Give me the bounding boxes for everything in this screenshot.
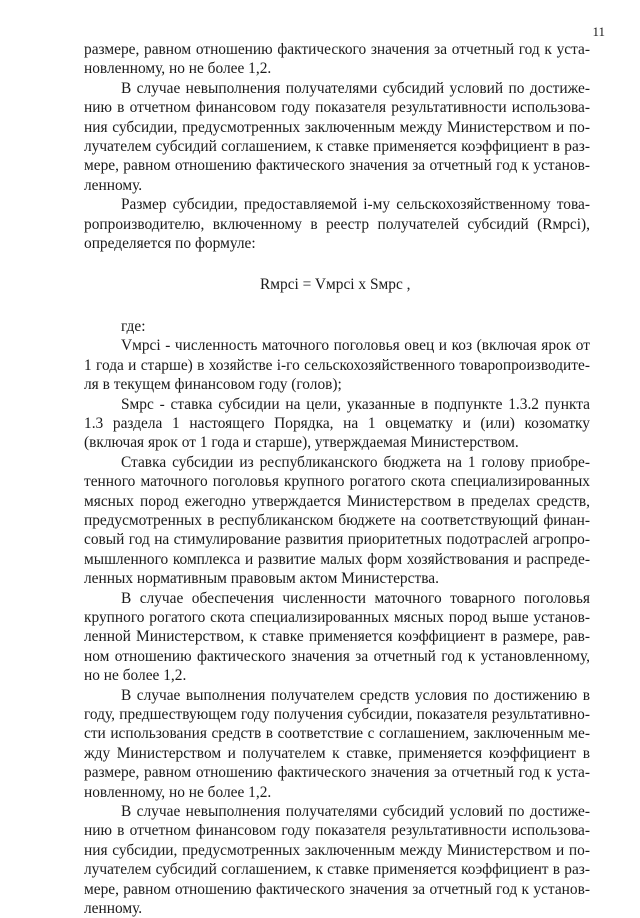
paragraph-nonfulfillment-clause: В случае невыполнения получателями субсидий условий по достижению в отчетном финансовом году показателя результативности использования субсидии, предусмотренных заключенным между Министерством и получателем субсидий соглашением, к ставке применяется коэффициент в размере, равном отношению фактического значения за отчетный год к установленному.: [84, 79, 590, 194]
paragraph-nonfulfillment-coefficient: В случае невыполнения получателями субсидий условий по достижению в отчетном финансовом году показателя результативности использования субсидии, предусмотренных заключенным между Министерством и получателем субсидий соглашением, к ставке применяется коэффициент в размере, равном отношению фактического значения за отчетный год к установленному.: [84, 803, 590, 918]
paragraph-livestock-coefficient: В случае обеспечения численности маточного товарного поголовья крупного рогатого скота специализированных мясных пород выше установленной Министерством, к ставке применяется коэффициент в размере, равном отношению фактического значения за отчетный год к установленному, но не более 1,2.: [84, 589, 590, 685]
page-number: 11: [592, 24, 605, 39]
formula-variable-v: Vмрсi - численность маточного поголовья овец и коз (включая ярок от 1 года и старше) в хозяйстве i-го сельскохозяйственного товаропроизводителя в текущем финансовом году (голов);: [84, 337, 590, 394]
formula-where: где:: [121, 317, 146, 335]
paragraph-subsidy-size: Размер субсидии, предоставляемой i-му сельскохозяйственному товаропроизводителю, включенному в реестр получателей субсидий (Rмрсi), определяется по формуле:: [84, 196, 590, 253]
formula-variable-s: Sмрс - ставка субсидии на цели, указанные в подпункте 1.3.2 пункта 1.3 раздела 1 настоящего Порядка, на 1 овцематку и (или) козоматку (включая ярок от 1 года и старше), утверждаемая Министерством.: [84, 395, 590, 452]
paragraph-subsidy-rate: Ставка субсидии из республиканского бюджета на 1 голову приобретенного маточного поголовья крупного рогатого скота специализированных мясных пород ежегодно утверждается Министерством в пределах средств, предусмотренных в республиканском бюджете на соответствующий финансовый год на стимулирование развития приоритетных подотраслей агропромышленного комплекса и развитие малых форм хозяйствования и распределенных нормативным правовым актом Министерства.: [84, 453, 590, 588]
document-body: [84, 40, 590, 918]
paragraph-fulfillment-coefficient: В случае выполнения получателем средств условия по достижению в году, предшествующем году получения субсидии, показателя результативности использования средств в соответствие с соглашением, заключенным между Министерством и получателем к ставке, применяется коэффициент в размере, равном отношению фактического значения за отчетный год к установленному, но не более 1,2.: [84, 686, 590, 801]
paragraph-continuation: размере, равном отношению фактического значения за отчетный год к установленному, но не более 1,2.: [84, 41, 590, 78]
formula: Rмрсi = Vмрсi х Sмрс ,: [260, 276, 411, 294]
